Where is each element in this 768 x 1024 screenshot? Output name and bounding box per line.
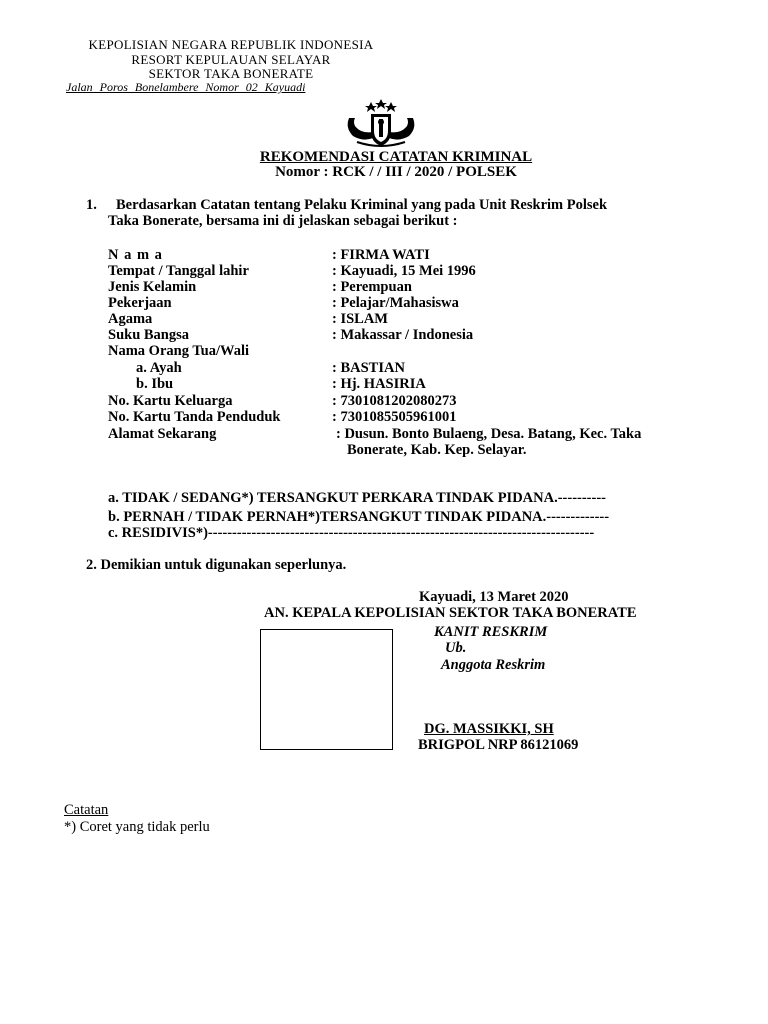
signer-rank: BRIGPOL NRP 86121069 bbox=[418, 737, 579, 753]
field-ttl-label: Tempat / Tanggal lahir bbox=[108, 263, 249, 279]
signer-position: KANIT RESKRIM bbox=[434, 624, 548, 640]
field-ttl-value: : Kayuadi, 15 Mei 1996 bbox=[332, 263, 476, 279]
field-kk-value: : 7301081202080273 bbox=[332, 393, 457, 409]
field-ktp-value: : 7301085505961001 bbox=[332, 409, 457, 425]
field-jk-value: : Perempuan bbox=[332, 279, 412, 295]
field-kk-label: No. Kartu Keluarga bbox=[108, 393, 233, 409]
status-line-c: c. RESIDIVIS*)-------------------------------------------------------------------------------- bbox=[108, 525, 595, 541]
field-ibu-value: : Hj. HASIRIA bbox=[332, 376, 426, 392]
signer-name: DG. MASSIKKI, SH bbox=[424, 721, 554, 737]
field-agama-label: Agama bbox=[108, 311, 153, 327]
intro-line-1: Berdasarkan Catatan tentang Pelaku Kriminal yang pada Unit Reskrim Polsek bbox=[116, 197, 608, 213]
intro-number: 1. bbox=[86, 197, 97, 213]
field-ortu-label: Nama Orang Tua/Wali bbox=[108, 343, 250, 359]
on-behalf-title: AN. KEPALA KEPOLISIAN SEKTOR TAKA BONERATE bbox=[264, 605, 637, 621]
field-alamat-value-1: : Dusun. Bonto Bulaeng, Desa. Batang, Kec. Taka bbox=[336, 426, 642, 442]
status-line-a: a. TIDAK / SEDANG*) TERSANGKUT PERKARA TINDAK PIDANA.---------- bbox=[108, 490, 606, 506]
field-alamat-value-2: Bonerate, Kab. Kep. Selayar. bbox=[347, 442, 527, 458]
field-nama-label: N a m a bbox=[108, 247, 163, 263]
field-jk-label: Jenis Kelamin bbox=[108, 279, 197, 295]
field-pekerjaan-label: Pekerjaan bbox=[108, 295, 172, 311]
intro-line-2: Taka Bonerate, bersama ini di jelaskan sebagai berikut : bbox=[108, 213, 458, 229]
notes-title: Catatan bbox=[64, 802, 109, 818]
closing-line: 2. Demikian untuk digunakan seperlunya. bbox=[86, 557, 347, 573]
field-ayah-value: : BASTIAN bbox=[332, 360, 405, 376]
field-pekerjaan-value: : Pelajar/Mahasiswa bbox=[332, 295, 459, 311]
field-suku-label: Suku Bangsa bbox=[108, 327, 190, 343]
document-number: Nomor : RCK / / III / 2020 / POLSEK bbox=[275, 164, 517, 180]
field-alamat-label: Alamat Sekarang bbox=[108, 426, 217, 442]
notes-text: *) Coret yang tidak perlu bbox=[64, 819, 210, 835]
field-ktp-label: No. Kartu Tanda Penduduk bbox=[108, 409, 281, 425]
signer-member: Anggota Reskrim bbox=[441, 657, 546, 673]
field-agama-value: : ISLAM bbox=[332, 311, 388, 327]
place-date: Kayuadi, 13 Maret 2020 bbox=[419, 589, 569, 605]
header-line-2: RESORT KEPULAUAN SELAYAR bbox=[131, 52, 331, 67]
field-nama-value: : FIRMA WATI bbox=[332, 247, 430, 263]
field-suku-value: : Makassar / Indonesia bbox=[332, 327, 474, 343]
photo-box bbox=[260, 629, 393, 750]
police-emblem-logo bbox=[343, 98, 419, 148]
signer-ub: Ub. bbox=[445, 640, 467, 656]
field-ibu-label: b. Ibu bbox=[136, 376, 174, 392]
header-line-1: KEPOLISIAN NEGARA REPUBLIK INDONESIA bbox=[88, 37, 374, 52]
field-ayah-label: a. Ayah bbox=[136, 360, 182, 376]
document-title-text: REKOMENDASI CATATAN KRIMINAL bbox=[259, 149, 533, 165]
header-line-3: SEKTOR TAKA BONERATE bbox=[148, 66, 314, 81]
header-address: Jalan Poros Bonelambere Nomor 02 Kayuadi bbox=[66, 80, 306, 94]
status-line-b: b. PERNAH / TIDAK PERNAH*)TERSANGKUT TINDAK PIDANA.------------- bbox=[108, 509, 610, 525]
